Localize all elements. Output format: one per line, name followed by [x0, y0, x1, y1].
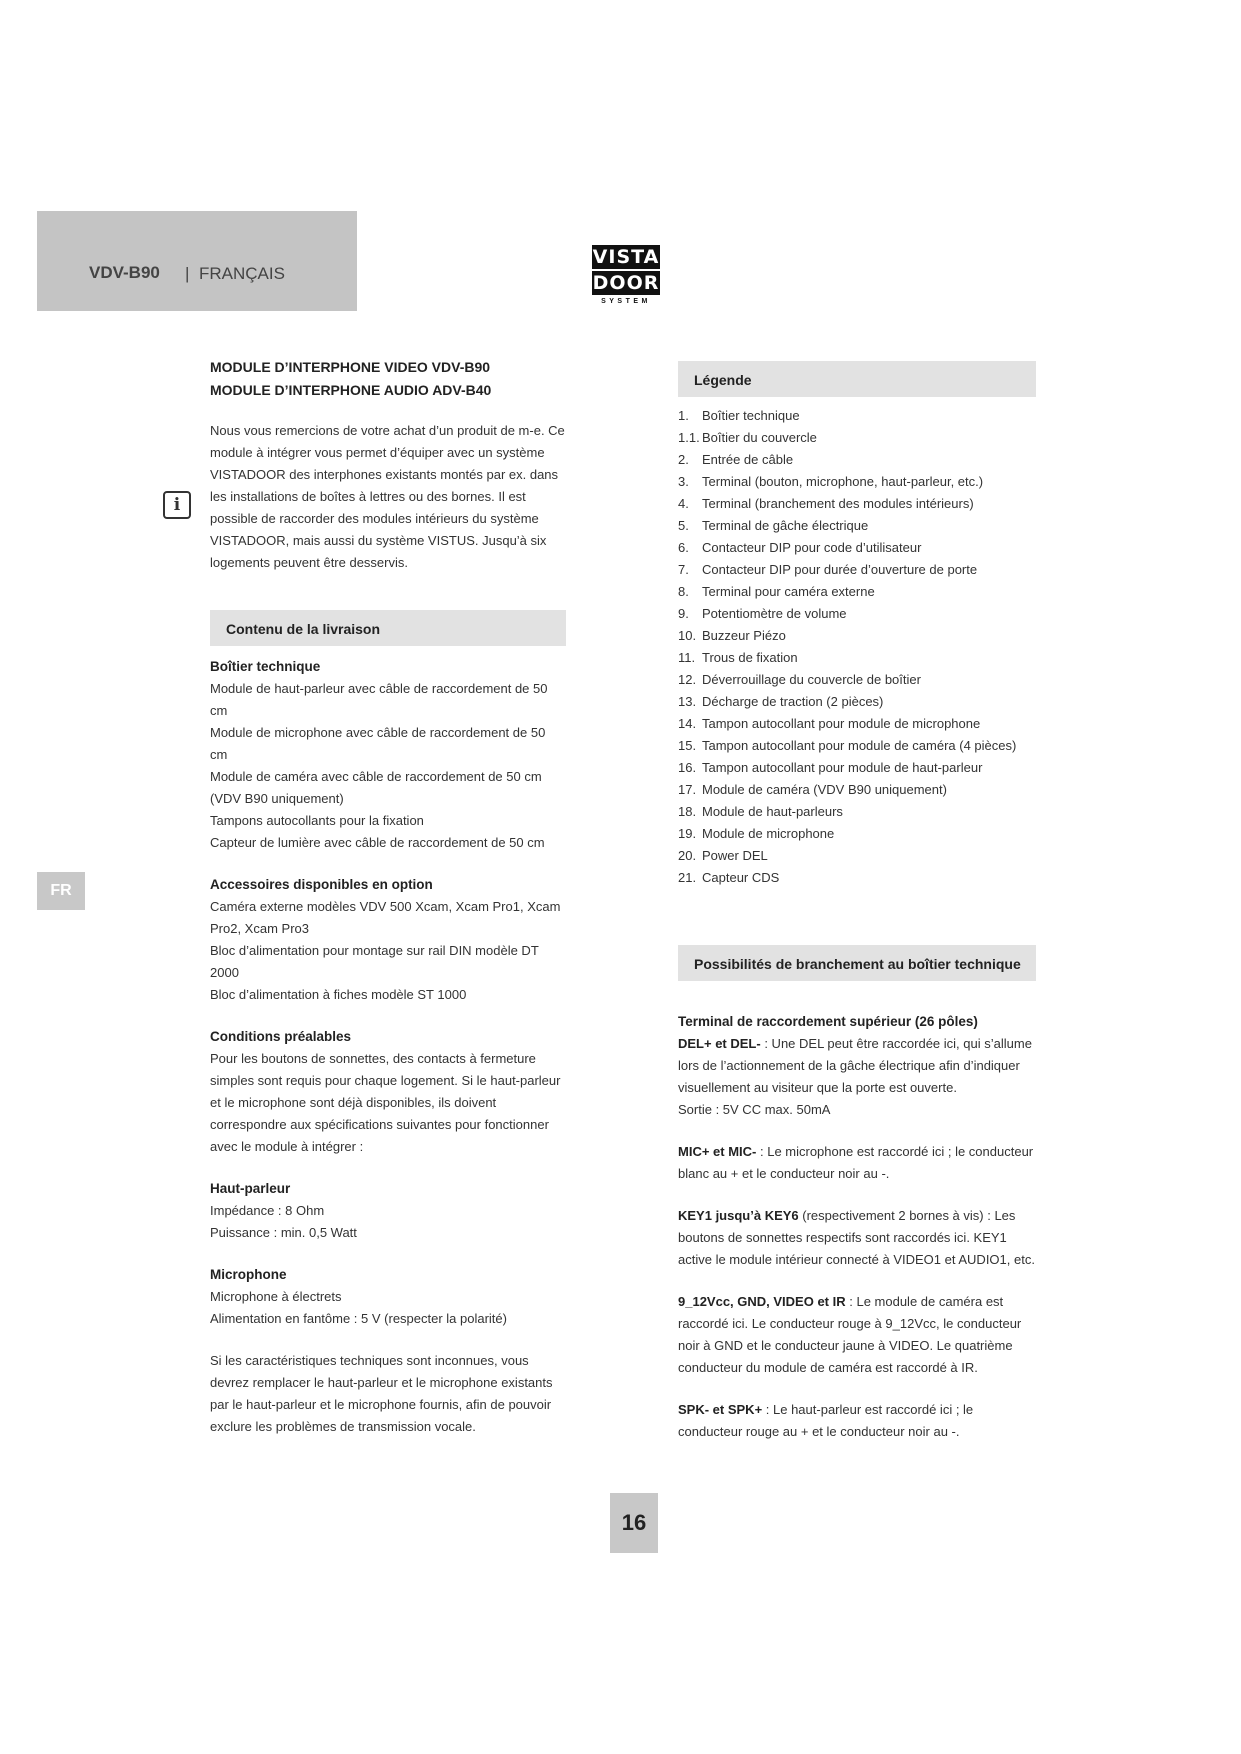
- legend-item: 5. Terminal de gâche électrique: [678, 518, 869, 533]
- speaker-paragraph: SPK- et SPK+ : Le haut-parleur est raccordé ici ; le conducteur rouge au + et le conducteur noir au -.: [678, 1402, 974, 1439]
- speaker-heading: Haut-parleur: [210, 1181, 291, 1196]
- box-item: Tampons autocollants pour la fixation: [210, 813, 424, 828]
- del-paragraph: DEL+ et DEL- : Une DEL peut être raccordée ici, qui s’allume lors de l’actionnement de la gâche électrique afin d’indiquer visuellement au visiteur que la porte est ouverte.: [678, 1036, 1032, 1095]
- legend-item: 4. Terminal (branchement des modules intérieurs): [678, 496, 974, 511]
- legend-item: 7. Contacteur DIP pour durée d’ouverture de porte: [678, 562, 978, 577]
- key-paragraph: KEY1 jusqu’à KEY6 (respectivement 2 bornes à vis) : Les boutons de sonnettes respectifs sont raccordés ici. KEY1 active le module intérieur connecté à VIDEO1 et AUDIO1, etc.: [678, 1208, 1035, 1267]
- info-icon: i: [163, 491, 191, 519]
- header-separator: |: [185, 264, 190, 283]
- page-title-video: MODULE D’INTERPHONE VIDEO VDV-B90: [210, 359, 491, 375]
- legend-item: 13. Décharge de traction (2 pièces): [678, 694, 884, 709]
- legend-item: 11. Trous de fixation: [678, 650, 798, 665]
- legend-item: 10. Buzzeur Piézo: [678, 628, 786, 643]
- legend-item: 9. Potentiomètre de volume: [678, 606, 847, 621]
- legend-item: 1.1. Boîtier du couvercle: [678, 430, 817, 445]
- page-number: 16: [610, 1493, 658, 1553]
- legend-item: 20. Power DEL: [678, 848, 768, 863]
- legend-item: 8. Terminal pour caméra externe: [678, 584, 875, 599]
- conditions-heading: Conditions préalables: [210, 1029, 352, 1044]
- page-title-audio: MODULE D’INTERPHONE AUDIO ADV-B40: [210, 382, 492, 398]
- left-column: [210, 356, 566, 1438]
- intro-paragraph: Nous vous remercions de votre achat d’un produit de m-e. Ce module à intégrer vous permet d’équiper avec un système VISTADOOR des interphones existants montés par ex. dans les installations de boîtes à lettres ou des bornes. Il est possible de raccorder des modules intérieurs du système VISTADOOR, mais aussi du système VISTUS. Jusqu’à six logements peuvent être desservis.: [210, 423, 565, 570]
- accessory-item: Bloc d’alimentation à fiches modèle ST 1000: [210, 987, 467, 1002]
- box-heading: Boîtier technique: [210, 659, 321, 674]
- header-language: FRANÇAIS: [199, 264, 285, 283]
- legend-item: 21. Capteur CDS: [678, 870, 780, 885]
- legend-item: 3. Terminal (bouton, microphone, haut-parleur, etc.): [678, 474, 984, 489]
- speaker-spec: Impédance : 8 Ohm: [210, 1203, 325, 1218]
- vistadoor-logo: [592, 245, 660, 305]
- header-model: VDV-B90: [89, 263, 160, 282]
- legend-item: 16. Tampon autocollant pour module de haut-parleur: [678, 760, 983, 775]
- closing-paragraph: Si les caractéristiques techniques sont inconnues, vous devrez remplacer le haut-parleur et le microphone existants par le haut-parleur et le microphone fournis, afin de pouvoir exclure les problèmes de transmission vocale.: [210, 1353, 553, 1434]
- terminal-heading: Terminal de raccordement supérieur (26 pôles): [678, 1014, 978, 1029]
- box-item: Module de caméra avec câble de raccordement de 50 cm (VDV B90 uniquement): [210, 769, 542, 806]
- legend-item: 19. Module de microphone: [678, 826, 835, 841]
- legend-heading: Légende: [678, 361, 1036, 397]
- accessory-item: Caméra externe modèles VDV 500 Xcam, Xcam Pro1, Xcam Pro2, Xcam Pro3: [210, 899, 561, 936]
- del-output: Sortie : 5V CC max. 50mA: [678, 1102, 831, 1117]
- delivery-heading: Contenu de la livraison: [210, 610, 566, 646]
- legend-list: [678, 405, 1036, 889]
- legend-item: 12. Déverrouillage du couvercle de boîtier: [678, 672, 921, 687]
- language-tab: FR: [37, 872, 85, 910]
- header-band: [37, 211, 357, 311]
- legend-item: 2. Entrée de câble: [678, 452, 794, 467]
- logo-line2: DOOR: [592, 269, 660, 295]
- connection-heading: Possibilités de branchement au boîtier technique: [678, 945, 1036, 981]
- conditions-text: Pour les boutons de sonnettes, des contacts à fermeture simples sont requis pour chaque logement. Si le haut-parleur et le microphone sont déjà disponibles, ils doivent correspondre aux spécifications suivantes pour fonctionner avec le module à intégrer :: [210, 1051, 561, 1154]
- legend-item: 15. Tampon autocollant pour module de caméra (4 pièces): [678, 738, 1017, 753]
- microphone-heading: Microphone: [210, 1267, 287, 1282]
- microphone-spec: Microphone à électrets: [210, 1289, 342, 1304]
- accessory-item: Bloc d’alimentation pour montage sur rail DIN modèle DT 2000: [210, 943, 539, 980]
- box-item: Module de microphone avec câble de raccordement de 50 cm: [210, 725, 546, 762]
- camera-paragraph: 9_12Vcc, GND, VIDEO et IR : Le module de caméra est raccordé ici. Le conducteur rouge à 9_12Vcc, le conducteur noir à GND et le conducteur jaune à VIDEO. Le quatrième conducteur du module de caméra est raccordé à IR.: [678, 1294, 1022, 1375]
- legend-item: 14. Tampon autocollant pour module de microphone: [678, 716, 981, 731]
- microphone-spec: Alimentation en fantôme : 5 V (respecter la polarité): [210, 1311, 507, 1326]
- legend-item: 18. Module de haut-parleurs: [678, 804, 843, 819]
- box-item: Module de haut-parleur avec câble de raccordement de 50 cm: [210, 681, 548, 718]
- logo-line1: VISTA: [592, 246, 660, 268]
- legend-item: 6. Contacteur DIP pour code d’utilisateur: [678, 540, 922, 555]
- logo-line3: SYSTEM: [601, 298, 651, 305]
- box-item: Capteur de lumière avec câble de raccordement de 50 cm: [210, 835, 545, 850]
- accessories-heading: Accessoires disponibles en option: [210, 877, 433, 892]
- mic-paragraph: MIC+ et MIC- : Le microphone est raccordé ici ; le conducteur blanc au + et le conducteur noir au -.: [678, 1144, 1034, 1181]
- speaker-spec: Puissance : min. 0,5 Watt: [210, 1225, 357, 1240]
- right-column: [678, 361, 1036, 1443]
- legend-item: 17. Module de caméra (VDV B90 uniquement): [678, 782, 947, 797]
- legend-item: 1. Boîtier technique: [678, 408, 800, 423]
